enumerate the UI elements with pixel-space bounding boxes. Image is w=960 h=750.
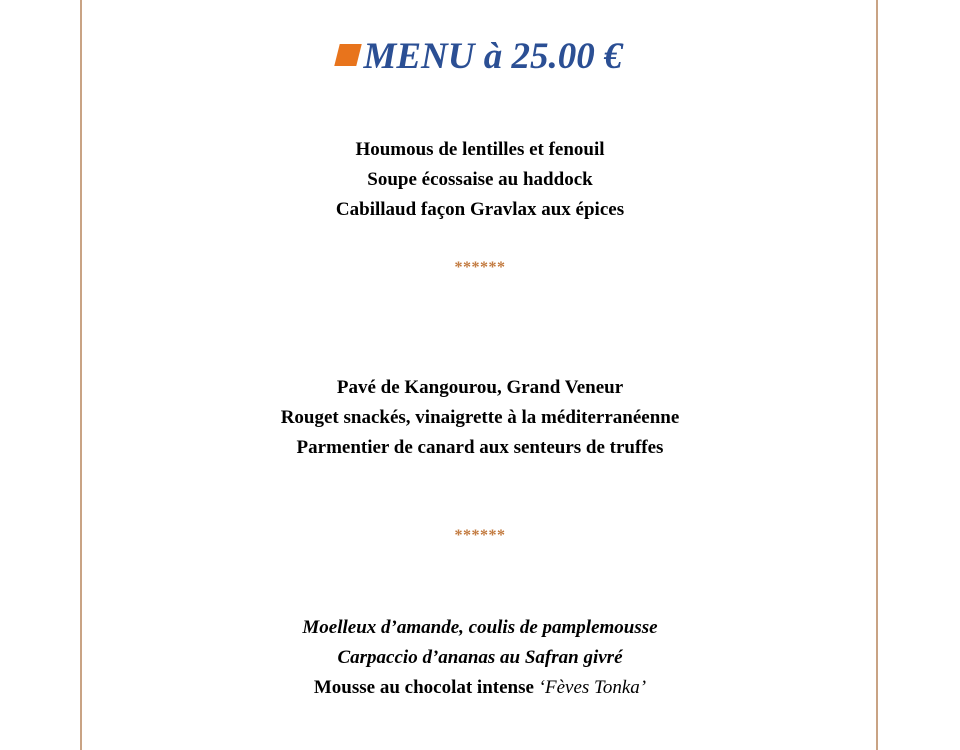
- orange-square-bullet-icon: [335, 44, 362, 66]
- main-item: Rouget snackés, vinaigrette à la méditerranéenne: [280, 407, 680, 428]
- dessert-item: Carpaccio d’ananas au Safran givré: [337, 647, 623, 668]
- desserts-section: [0, 613, 960, 703]
- menu-title: [0, 32, 960, 82]
- mains-section: [0, 373, 960, 463]
- dessert-item-name: Mousse au chocolat intense: [313, 677, 534, 698]
- course-separator: ******: [454, 527, 506, 544]
- menu-title-text: MENU à 25.00 €: [363, 36, 623, 77]
- dessert-item-note: ‘Fèves Tonka’: [538, 677, 647, 698]
- dessert-item: Moelleux d’amande, coulis de pamplemousse: [302, 617, 658, 638]
- dessert-item-with-note: [0, 673, 960, 703]
- starter-item: Cabillaud façon Gravlax aux épices: [335, 199, 625, 220]
- main-item: Parmentier de canard aux senteurs de truffes: [296, 437, 664, 458]
- starter-item: Houmous de lentilles et fenouil: [355, 139, 605, 160]
- starters-section: [0, 135, 960, 225]
- main-item: Pavé de Kangourou, Grand Veneur: [336, 377, 624, 398]
- course-separator: ******: [454, 259, 506, 276]
- starter-item: Soupe écossaise au haddock: [367, 169, 593, 190]
